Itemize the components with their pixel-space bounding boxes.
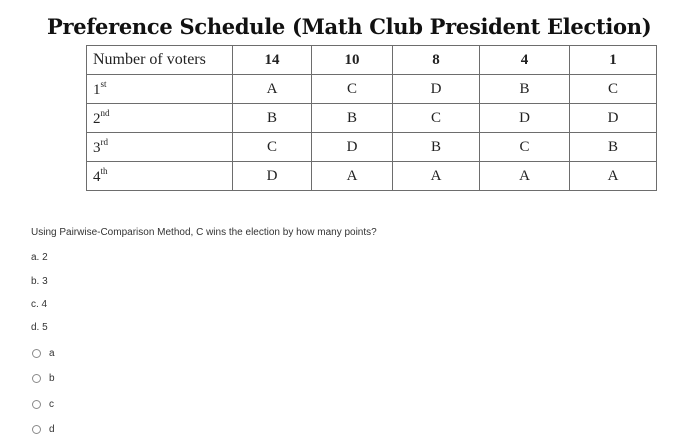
rank-suffix: rd <box>100 136 108 147</box>
table-row <box>87 75 657 104</box>
voter-count: 14 <box>233 46 312 75</box>
radio-option-b[interactable] <box>32 373 55 384</box>
rank-number: 2 <box>93 110 101 127</box>
rank-suffix: th <box>100 165 108 176</box>
question-text: Using Pairwise-Comparison Method, C wins the election by how many points? <box>31 227 377 238</box>
table-cell: A <box>480 162 570 191</box>
table-cell: D <box>393 75 480 104</box>
table-cell: C <box>393 104 480 133</box>
radio-button[interactable] <box>32 349 41 358</box>
radio-button[interactable] <box>32 374 41 383</box>
table-row <box>87 104 657 133</box>
voter-count: 1 <box>570 46 657 75</box>
table-row <box>87 133 657 162</box>
radio-label[interactable]: c <box>49 399 54 410</box>
table-cell: D <box>312 133 393 162</box>
radio-option-a[interactable] <box>32 348 55 359</box>
table-cell: B <box>312 104 393 133</box>
radio-label[interactable]: b <box>49 373 55 384</box>
table-header-row <box>87 46 657 75</box>
rank-number: 3 <box>93 139 101 156</box>
option-d-text: d. 5 <box>31 322 48 333</box>
radio-option-d[interactable] <box>32 424 55 435</box>
table-cell: A <box>570 162 657 191</box>
rank-label <box>87 162 233 191</box>
rank-label <box>87 75 233 104</box>
option-a-text: a. 2 <box>31 252 48 263</box>
table-cell: C <box>233 133 312 162</box>
rank-number: 1 <box>93 81 101 98</box>
radio-label[interactable]: a <box>49 348 55 359</box>
rank-suffix: nd <box>100 107 110 118</box>
rank-label <box>87 104 233 133</box>
table-row <box>87 162 657 191</box>
table-cell: A <box>312 162 393 191</box>
radio-label[interactable]: d <box>49 424 55 435</box>
table-cell: A <box>393 162 480 191</box>
table-cell: D <box>480 104 570 133</box>
radio-button[interactable] <box>32 400 41 409</box>
preference-schedule-table <box>86 45 657 191</box>
table-cell: B <box>570 133 657 162</box>
table-cell: B <box>393 133 480 162</box>
table-cell: D <box>233 162 312 191</box>
rank-label <box>87 133 233 162</box>
voter-count: 10 <box>312 46 393 75</box>
option-c-text: c. 4 <box>31 299 48 310</box>
table-cell: D <box>570 104 657 133</box>
rank-suffix: st <box>100 78 107 89</box>
radio-button[interactable] <box>32 425 41 434</box>
table-cell: C <box>480 133 570 162</box>
table-cell: C <box>312 75 393 104</box>
page-title: Preference Schedule (Math Club President Election) <box>47 14 652 39</box>
header-label: Number of voters <box>87 46 233 75</box>
table-cell: A <box>233 75 312 104</box>
radio-option-c[interactable] <box>32 399 54 410</box>
voter-count: 4 <box>480 46 570 75</box>
table-cell: B <box>480 75 570 104</box>
option-b-text: b. 3 <box>31 276 48 287</box>
voter-count: 8 <box>393 46 480 75</box>
table-cell: C <box>570 75 657 104</box>
table-cell: B <box>233 104 312 133</box>
rank-number: 4 <box>93 168 101 185</box>
